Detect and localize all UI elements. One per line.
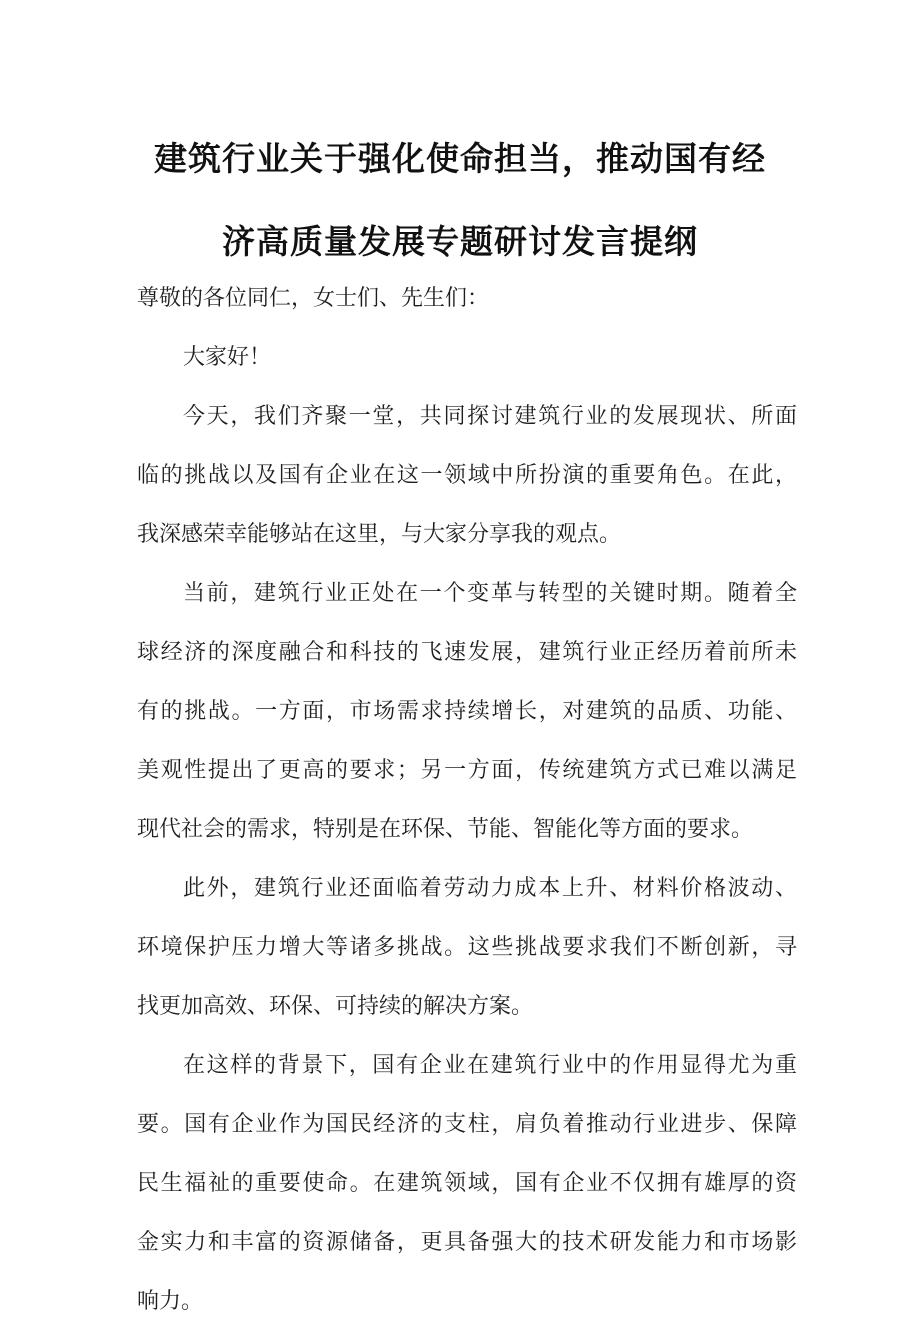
paragraph-line: 现代社会的需求，特别是在环保、节能、智能化等方面的要求。 <box>137 817 754 842</box>
paragraph-line: 今天，我们齐聚一堂，共同探讨建筑行业的发展现状、所面 <box>183 404 797 429</box>
paragraph-line: 环境保护压力增大等诸多挑战。这些挑战要求我们不断创新，寻 <box>137 935 797 960</box>
paragraph-line: 响力。 <box>137 1289 204 1314</box>
salutation: 尊敬的各位同仁，女士们、先生们： <box>137 286 490 311</box>
paragraph-line: 此外，建筑行业还面临着劳动力成本上升、材料价格波动、 <box>183 876 797 901</box>
document-title-line-1: 建筑行业关于强化使命担当，推动国有经 <box>154 139 766 178</box>
paragraph-challenges <box>137 872 797 1024</box>
paragraph-line: 在这样的背景下，国有企业在建筑行业中的作用显得尤为重 <box>183 1053 797 1078</box>
paragraph-line: 当前，建筑行业正处在一个变革与转型的关键时期。随着全 <box>183 581 797 606</box>
paragraph-greeting <box>137 341 797 375</box>
paragraph-line: 我深感荣幸能够站在这里，与大家分享我的观点。 <box>137 522 622 547</box>
paragraph-intro <box>137 400 797 552</box>
paragraph-line: 要。国有企业作为国民经济的支柱，肩负着推动行业进步、保障 <box>137 1112 797 1137</box>
document-title-line-2: 济高质量发展专题研讨发言提纲 <box>222 222 698 261</box>
paragraph-line: 球经济的深度融合和科技的飞速发展，建筑行业正经历着前所未 <box>137 640 797 665</box>
paragraph-line: 找更加高效、环保、可持续的解决方案。 <box>137 994 534 1019</box>
paragraph-current-situation <box>137 577 797 847</box>
paragraph-line: 美观性提出了更高的要求；另一方面，传统建筑方式已难以满足 <box>137 758 797 783</box>
paragraph-line: 大家好！ <box>183 345 272 370</box>
paragraph-line: 金实力和丰富的资源储备，更具备强大的技术研发能力和市场影 <box>137 1230 797 1255</box>
paragraph-line: 临的挑战以及国有企业在这一领域中所扮演的重要角色。在此， <box>137 463 797 488</box>
document-body <box>137 282 797 1319</box>
paragraph-line: 有的挑战。一方面，市场需求持续增长，对建筑的品质、功能、 <box>137 699 797 724</box>
paragraph-line: 民生福祉的重要使命。在建筑领域，国有企业不仅拥有雄厚的资 <box>137 1171 797 1196</box>
paragraph-state-enterprises <box>137 1049 797 1319</box>
